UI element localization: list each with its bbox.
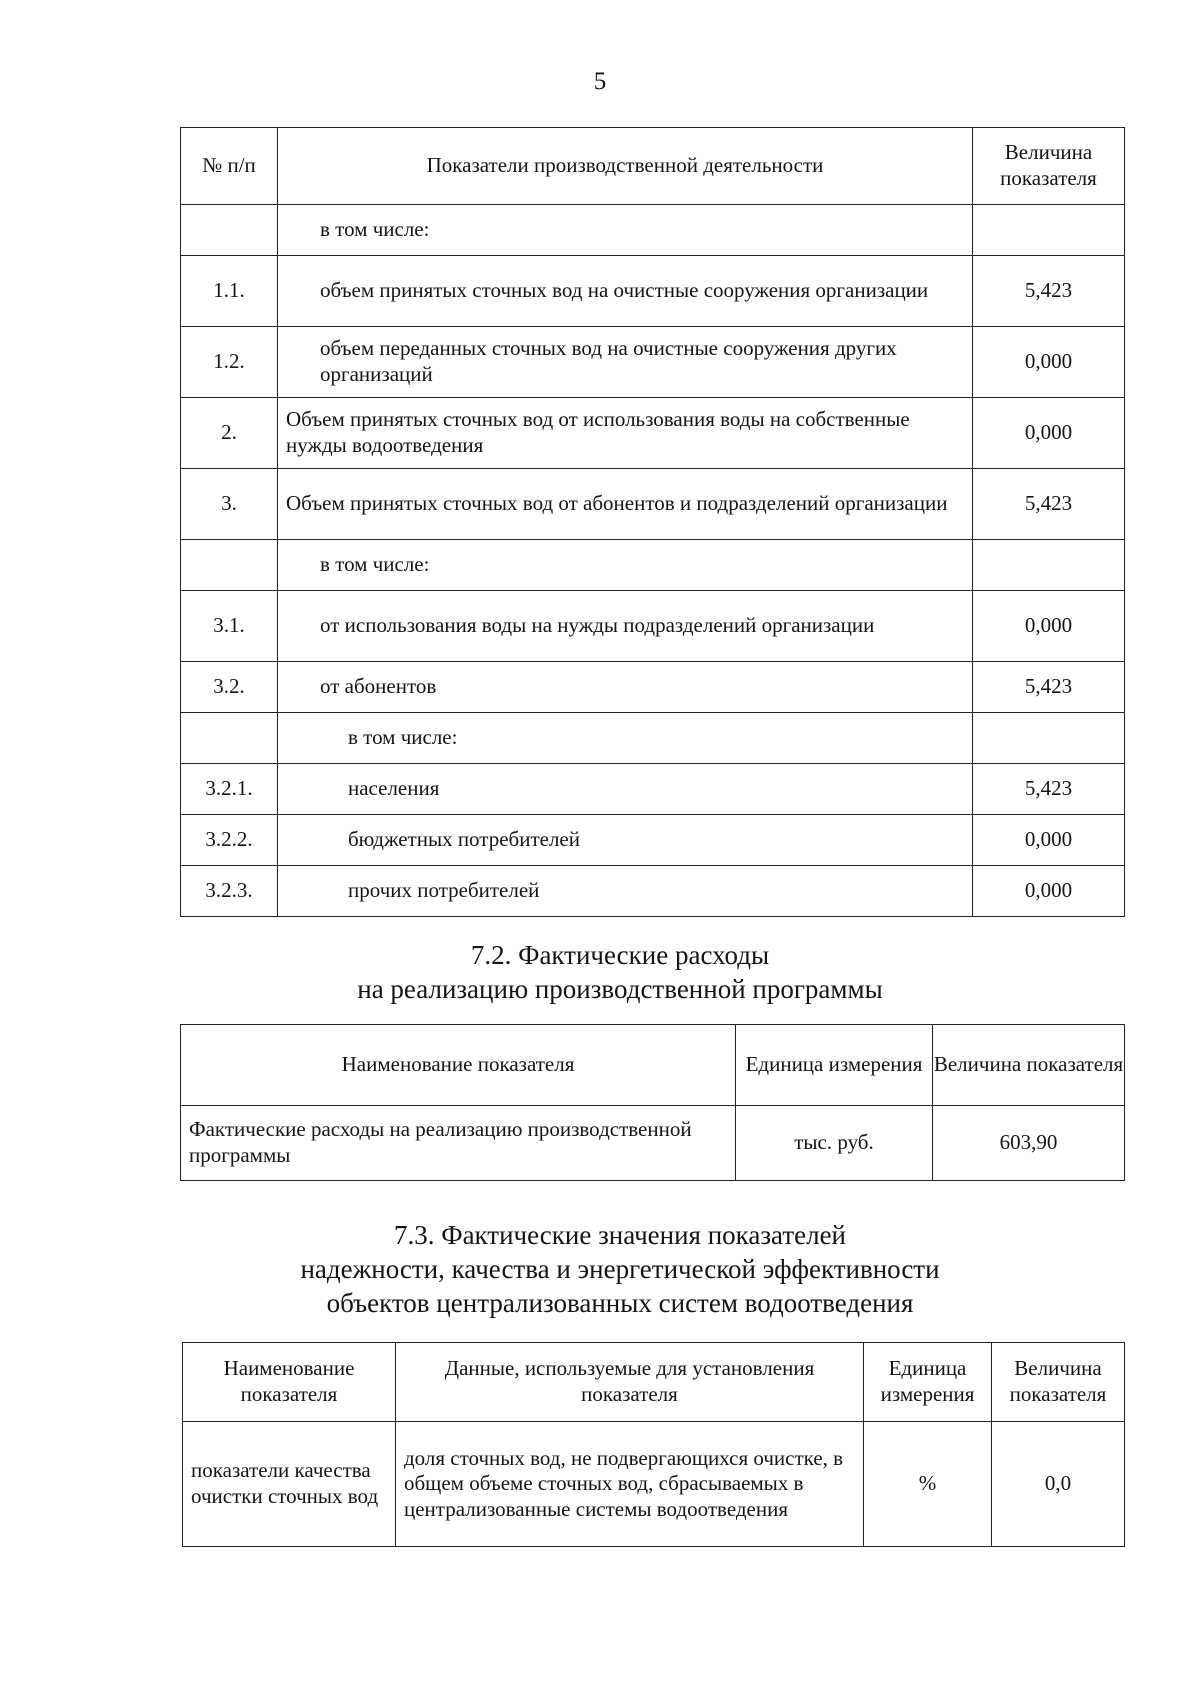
row-number: 1.1. — [181, 256, 278, 327]
row-label: в том числе: — [278, 713, 973, 764]
row-value — [973, 540, 1125, 591]
row-unit: тыс. руб. — [736, 1106, 933, 1181]
row-value: 5,423 — [973, 256, 1125, 327]
row-number — [181, 540, 278, 591]
reliability-indicators-table — [182, 1342, 1125, 1547]
table-row — [181, 469, 1125, 540]
table-row — [181, 591, 1125, 662]
row-label: Объем принятых сточных вод от абонентов и подразделений организации — [278, 469, 973, 540]
production-indicators-table — [180, 127, 1125, 917]
row-value: 0,000 — [973, 591, 1125, 662]
row-number: 3.2.1. — [181, 764, 278, 815]
row-number: 3.1. — [181, 591, 278, 662]
table-row — [181, 764, 1125, 815]
section-7-2-title-line2: на реализацию производственной программы — [357, 974, 883, 1004]
row-value: 5,423 — [973, 662, 1125, 713]
table-row — [181, 540, 1125, 591]
row-name: Фактические расходы на реализацию производственной программы — [181, 1106, 736, 1181]
row-number: 3. — [181, 469, 278, 540]
header-value: Величина показателя — [992, 1343, 1125, 1422]
row-number — [181, 205, 278, 256]
row-value: 0,0 — [992, 1422, 1125, 1547]
row-label: населения — [278, 764, 973, 815]
header-name: Наименование показателя — [183, 1343, 396, 1422]
row-unit: % — [864, 1422, 992, 1547]
row-label: от использования воды на нужды подразделений организации — [278, 591, 973, 662]
row-value: 0,000 — [973, 815, 1125, 866]
row-label: объем переданных сточных вод на очистные сооружения других организаций — [278, 327, 973, 398]
table-row — [181, 398, 1125, 469]
table-header-row — [183, 1343, 1125, 1422]
header-value: Величина показателя — [933, 1025, 1125, 1106]
table-row — [181, 713, 1125, 764]
table-row — [181, 1106, 1125, 1181]
row-value: 5,423 — [973, 469, 1125, 540]
section-7-3-title-line2: надежности, качества и энергетической эффективности — [300, 1254, 940, 1284]
expenses-table — [180, 1024, 1125, 1181]
row-number: 3.2.3. — [181, 866, 278, 917]
table-row — [181, 815, 1125, 866]
row-value: 5,423 — [973, 764, 1125, 815]
table-row — [181, 662, 1125, 713]
section-7-2-title-line1: 7.2. Фактические расходы — [470, 940, 770, 970]
row-value: 0,000 — [973, 398, 1125, 469]
header-value: Величина показателя — [973, 128, 1125, 205]
row-value: 0,000 — [973, 327, 1125, 398]
section-7-2-title — [0, 938, 1200, 1006]
section-7-3-title-line1: 7.3. Фактические значения показателей — [393, 1220, 847, 1250]
section-7-3-title — [0, 1218, 1200, 1320]
row-label: в том числе: — [278, 540, 973, 591]
header-data: Данные, используемые для установления показателя — [396, 1343, 864, 1422]
table-header-row — [181, 1025, 1125, 1106]
row-data: доля сточных вод, не подвергающихся очистке, в общем объеме сточных вод, сбрасываемых в централизованные системы водоотведения — [396, 1422, 864, 1547]
row-number: 2. — [181, 398, 278, 469]
table-row — [181, 866, 1125, 917]
header-unit: Единица измерения — [736, 1025, 933, 1106]
header-unit: Единица измерения — [864, 1343, 992, 1422]
row-number: 3.2.2. — [181, 815, 278, 866]
row-name: показатели качества очистки сточных вод — [183, 1422, 396, 1547]
table-header-row — [181, 128, 1125, 205]
header-indicator: Показатели производственной деятельности — [278, 128, 973, 205]
header-number: № п/п — [181, 128, 278, 205]
row-label: бюджетных потребителей — [278, 815, 973, 866]
section-7-3-title-line3: объектов централизованных систем водоотведения — [326, 1288, 914, 1318]
row-label: в том числе: — [278, 205, 973, 256]
header-name: Наименование показателя — [181, 1025, 736, 1106]
table-row — [181, 327, 1125, 398]
table-row — [181, 256, 1125, 327]
row-value — [973, 713, 1125, 764]
row-label: от абонентов — [278, 662, 973, 713]
row-number: 1.2. — [181, 327, 278, 398]
row-value: 0,000 — [973, 866, 1125, 917]
row-value — [973, 205, 1125, 256]
table-row — [181, 205, 1125, 256]
row-label: прочих потребителей — [278, 866, 973, 917]
table-row — [183, 1422, 1125, 1547]
row-label: Объем принятых сточных вод от использования воды на собственные нужды водоотведения — [278, 398, 973, 469]
row-number — [181, 713, 278, 764]
row-value: 603,90 — [933, 1106, 1125, 1181]
row-label: объем принятых сточных вод на очистные сооружения организации — [278, 256, 973, 327]
page-number: 5 — [593, 68, 607, 95]
row-number: 3.2. — [181, 662, 278, 713]
